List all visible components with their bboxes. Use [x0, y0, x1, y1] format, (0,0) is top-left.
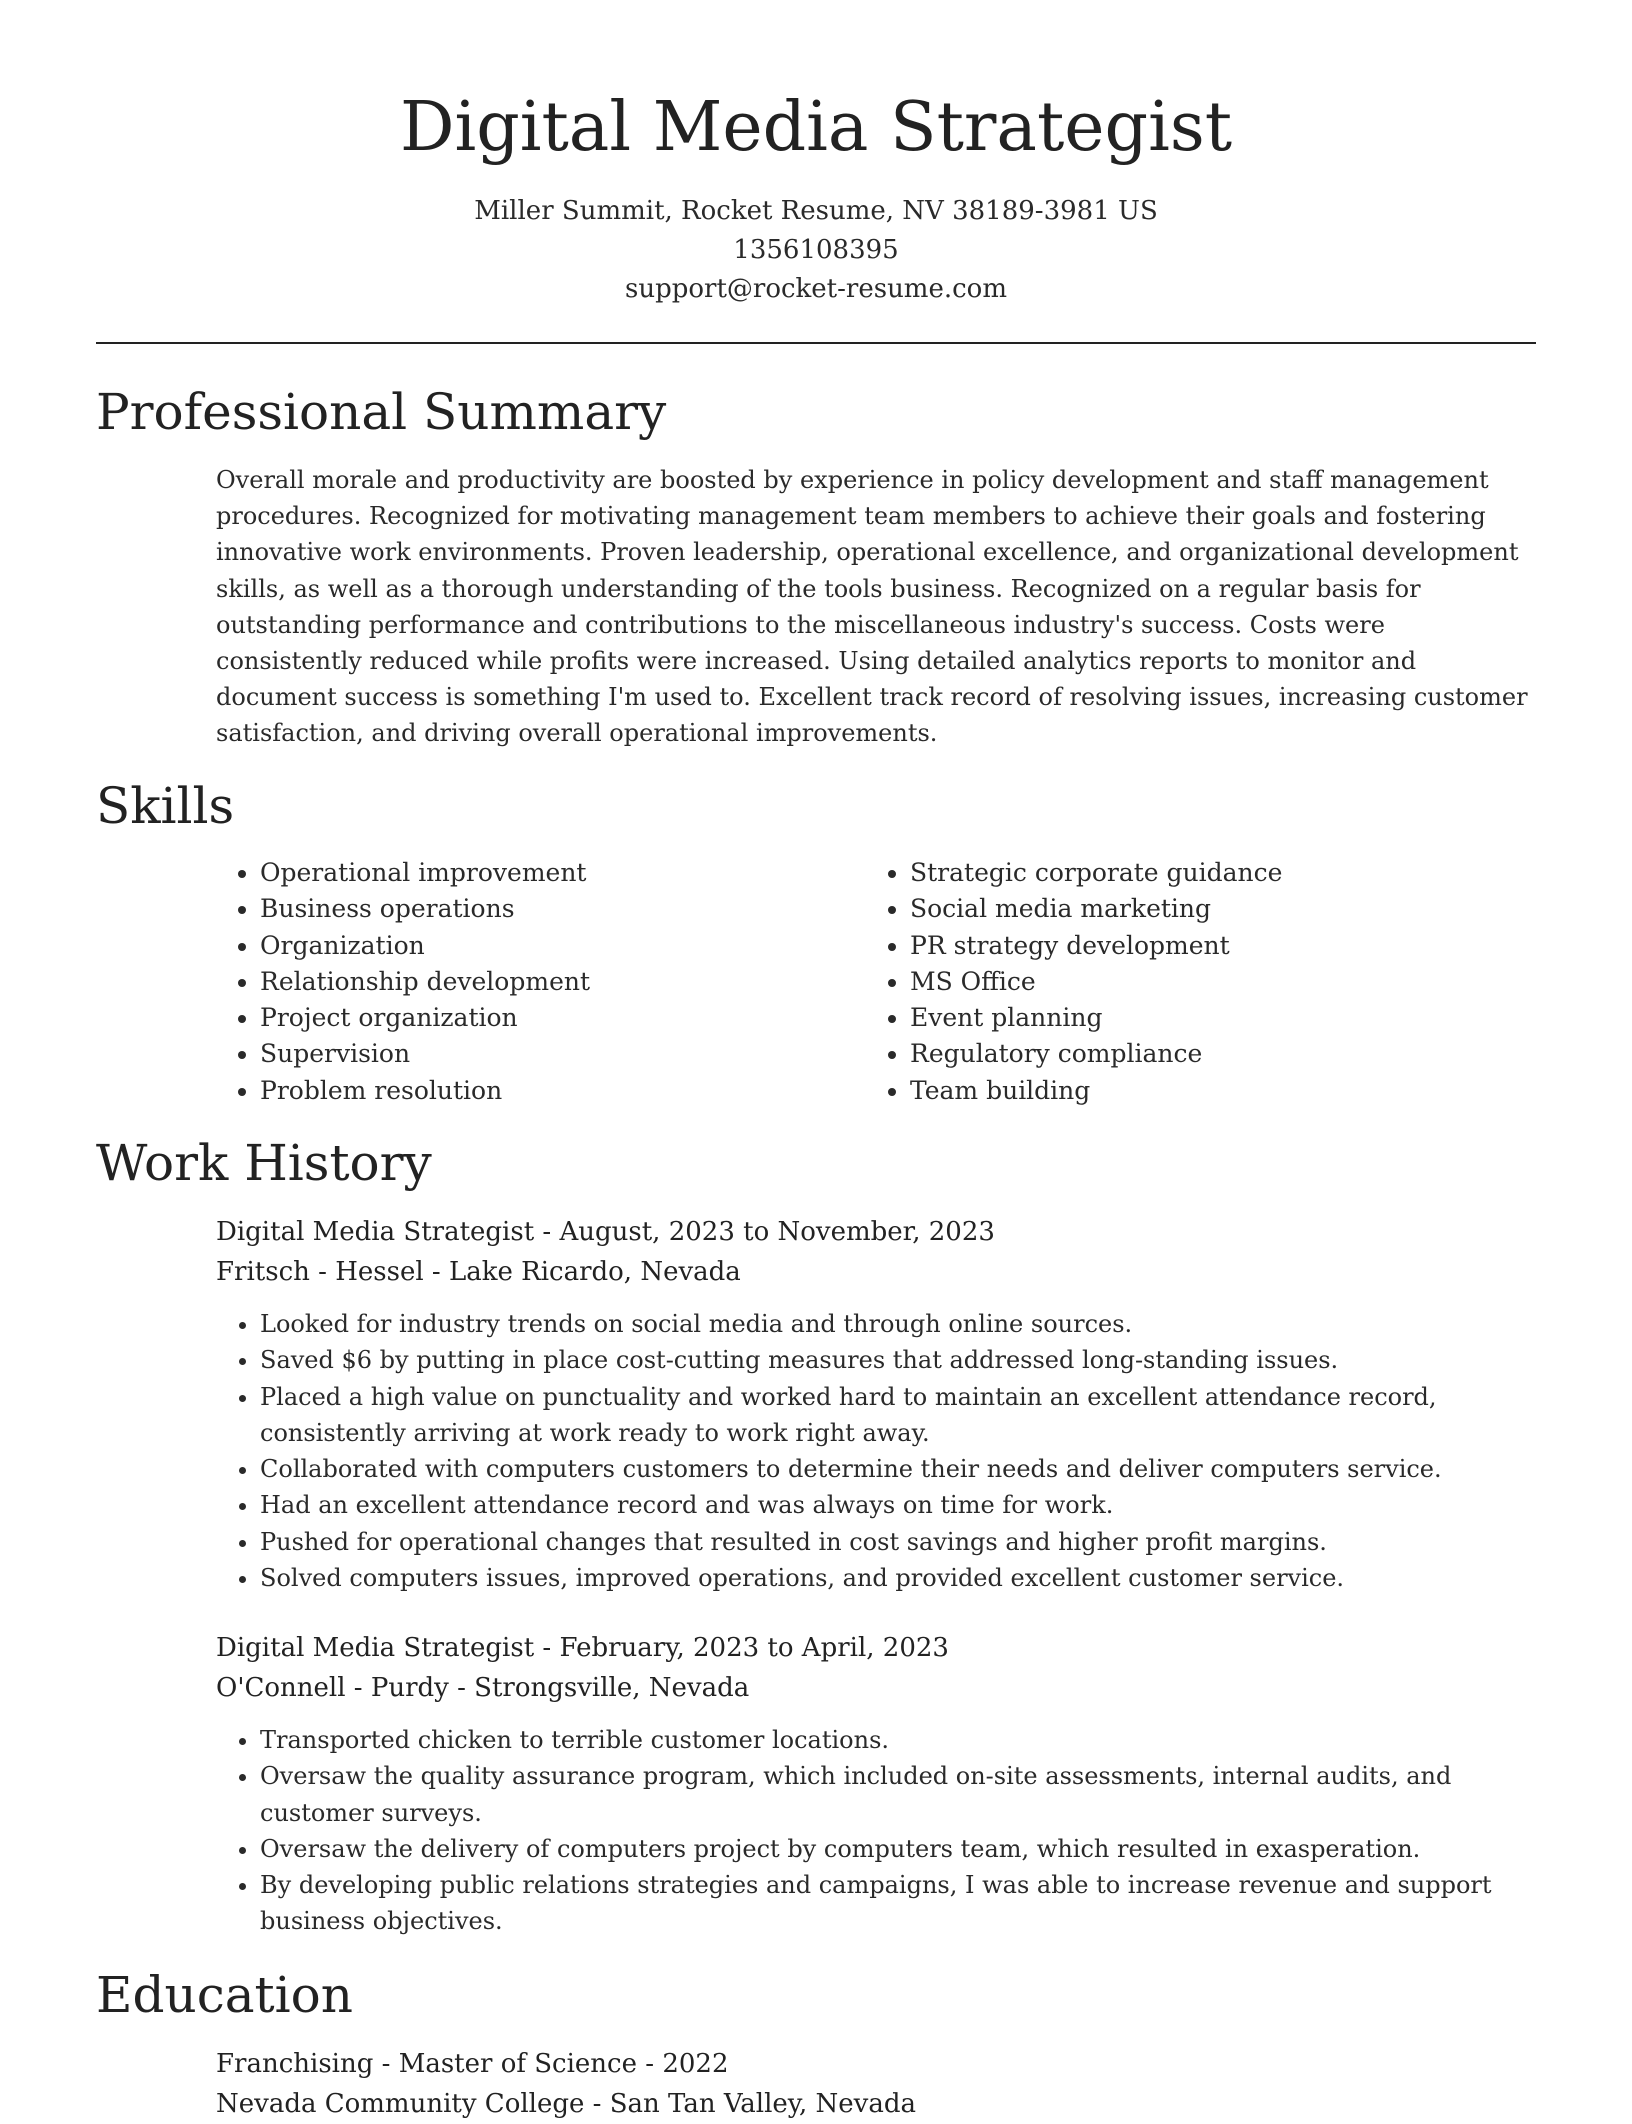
skill-item: • Supervision — [260, 1036, 860, 1072]
skill-item: • Social media marketing — [910, 891, 1580, 927]
job-bullet: • Placed a high value on punctuality and worked hard to maintain an excellent attendance record, consistently arriving at work ready to work right away. — [260, 1379, 1538, 1452]
skill-item: • Relationship development — [260, 964, 860, 1000]
skill-item: • Strategic corporate guidance — [910, 855, 1580, 891]
job-bullets-wrap — [216, 1722, 1538, 1940]
job-entry — [216, 1212, 1538, 1292]
resume-header — [0, 0, 1632, 309]
work-history-heading: Work History — [96, 1134, 432, 1192]
phone: 1356108395 — [733, 235, 899, 265]
skill-item: • Problem resolution — [260, 1073, 860, 1109]
job-bullets — [216, 1306, 1538, 1596]
job-bullet: • Saved $6 by putting in place cost-cutting measures that addressed long-standing issues. — [260, 1342, 1538, 1378]
skill-item: • Regulatory compliance — [910, 1036, 1580, 1072]
job-bullet: • Transported chicken to terrible customer locations. — [260, 1722, 1538, 1758]
job-bullets-wrap — [216, 1306, 1538, 1596]
skill-item: • MS Office — [910, 964, 1580, 1000]
summary-text: Overall morale and productivity are boosted by experience in policy development and staff management procedures. Recognized for motivating management team members to achieve their goals and fostering innovative work environments. Proven leadership, operational excellence, and organizational development skills, as well as a thorough understanding of the tools business. Recognized on a regular basis for outstanding performance and contributions to the miscellaneous industry's success. Costs were consistently reduced while profits were increased. Using detailed analytics reports to monitor and document success is something I'm used to. Excellent track record of resolving issues, increasing customer satisfaction, and driving overall operational improvements. — [216, 466, 1528, 748]
email: support@rocket-resume.com — [624, 274, 1007, 304]
job-company-line: Fritsch - Hessel - Lake Ricardo, Nevada — [216, 1257, 741, 1287]
job-title-line: Digital Media Strategist - August, 2023 to November, 2023 — [216, 1217, 995, 1247]
skill-item: • Organization — [260, 928, 860, 964]
school-line: Nevada Community College - San Tan Valley, Nevada — [216, 2089, 917, 2119]
job-bullet: • Had an excellent attendance record and was always on time for work. — [260, 1487, 1538, 1523]
skill-item: • Operational improvement — [260, 855, 860, 891]
job-bullet: • By developing public relations strategies and campaigns, I was able to increase revenue and support business objectives. — [260, 1867, 1538, 1940]
contact-info — [0, 192, 1632, 309]
job-bullets — [216, 1722, 1538, 1940]
job-bullet: • Pushed for operational changes that resulted in cost savings and higher profit margins. — [260, 1524, 1538, 1560]
education-heading: Education — [96, 1966, 353, 2024]
job-entry — [216, 1628, 1538, 1708]
skills-list-right — [866, 855, 1580, 1109]
skill-item: • Project organization — [260, 1000, 860, 1036]
summary-heading: Professional Summary — [96, 383, 667, 441]
job-bullet: • Oversaw the delivery of computers project by computers team, which resulted in exasperation. — [260, 1831, 1538, 1867]
degree-line: Franchising - Master of Science - 2022 — [216, 2049, 729, 2079]
address: Miller Summit, Rocket Resume, NV 38189-3981 US — [474, 196, 1158, 226]
skill-item: • PR strategy development — [910, 928, 1580, 964]
job-bullet: • Oversaw the quality assurance program, which included on-site assessments, internal audits, and customer surveys. — [260, 1758, 1538, 1831]
skills-heading: Skills — [96, 777, 235, 835]
candidate-name: Digital Media Strategist — [399, 88, 1233, 167]
skills-list-left — [216, 855, 860, 1109]
skill-item: • Business operations — [260, 891, 860, 927]
skill-item: • Team building — [910, 1073, 1580, 1109]
job-bullet: • Collaborated with computers customers to determine their needs and deliver computers service. — [260, 1451, 1538, 1487]
skill-item: • Event planning — [910, 1000, 1580, 1036]
header-divider — [96, 342, 1536, 344]
job-company-line: O'Connell - Purdy - Strongsville, Nevada — [216, 1673, 750, 1703]
job-title-line: Digital Media Strategist - February, 2023 to April, 2023 — [216, 1633, 949, 1663]
job-bullet: • Looked for industry trends on social media and through online sources. — [260, 1306, 1538, 1342]
education-entry — [216, 2044, 1538, 2124]
job-bullet: • Solved computers issues, improved operations, and provided excellent customer service. — [260, 1560, 1538, 1596]
